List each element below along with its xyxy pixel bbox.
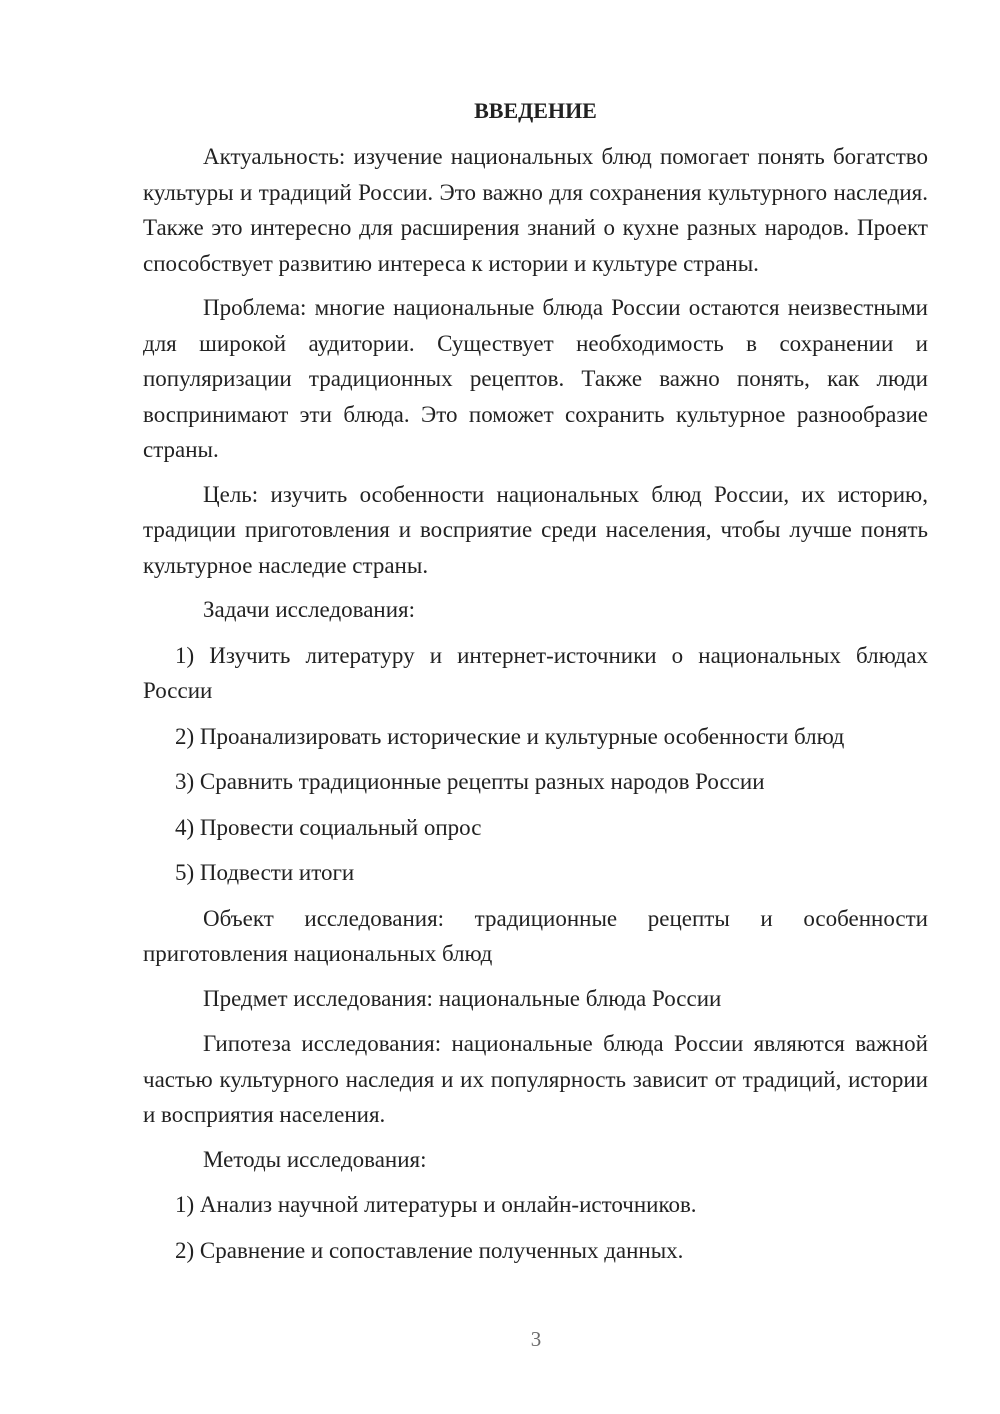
method-item: 1) Анализ научной литературы и онлайн-источников. bbox=[175, 1192, 697, 1217]
task-item: 5) Подвести итоги bbox=[175, 860, 355, 885]
tasks-heading: Задачи исследования: bbox=[203, 597, 416, 622]
hypothesis-paragraph: Гипотеза исследования: национальные блюда России являются важной частью культурного наследия и их популярность зависит от традиций, истории и восприятия населения. bbox=[143, 1031, 928, 1127]
section-title: ВВЕДЕНИЕ bbox=[474, 98, 597, 123]
problem-paragraph: Проблема: многие национальные блюда России остаются неизвестными для широкой аудитории. Существует необходимость в сохранении и популяризации традиционных рецептов. Также важно понять, как люди воспринимают эти блюда. Это поможет сохранить культурное разнообразие страны. bbox=[143, 295, 928, 462]
subject-paragraph: Предмет исследования: национальные блюда России bbox=[203, 985, 722, 1011]
method-item: 2) Сравнение и сопоставление полученных данных. bbox=[175, 1237, 684, 1263]
task-item: 3) Сравнить традиционные рецепты разных народов России bbox=[175, 769, 765, 794]
task-item: 2) Проанализировать исторические и культурные особенности блюд bbox=[175, 723, 845, 749]
page-number: 3 bbox=[530, 1327, 542, 1351]
task-item: 1) Изучить литературу и интернет-источники о национальных блюдах России bbox=[143, 642, 928, 703]
document-page bbox=[143, 96, 928, 1278]
object-paragraph: Объект исследования: традиционные рецепты и особенности приготовления национальных блюд bbox=[143, 905, 928, 966]
task-item: 4) Провести социальный опрос bbox=[175, 814, 482, 840]
methods-heading: Методы исследования: bbox=[203, 1146, 427, 1172]
goal-paragraph: Цель: изучить особенности национальных блюд России, их историю, традиции приготовления и восприятие среди населения, чтобы лучше понять культурное наследие страны. bbox=[143, 481, 928, 578]
relevance-paragraph: Актуальность: изучение национальных блюд помогает понять богатство культуры и традиций России. Это важно для сохранения культурного наследия. Также это интересно для расширения знаний о кухне разных народов. Проект способствует развитию интереса к истории и культуре страны. bbox=[143, 144, 928, 276]
